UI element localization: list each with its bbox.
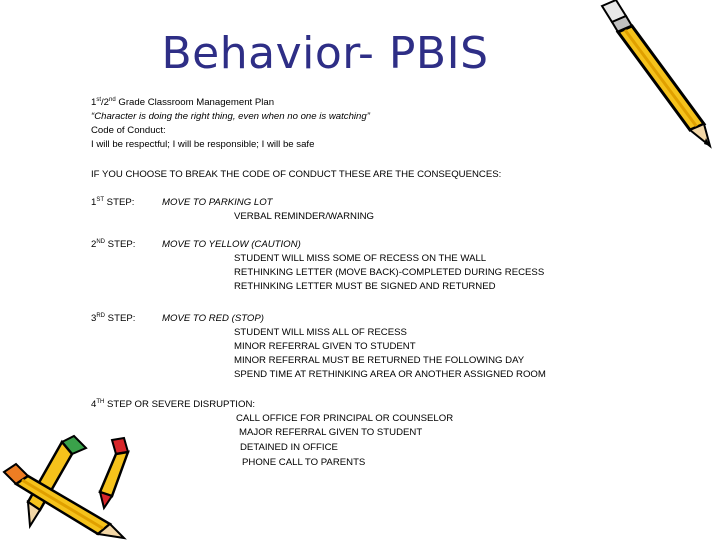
code-of-conduct-label: Code of Conduct: [91,125,166,136]
grade-1-suffix: st [96,97,102,103]
step-4-detail: CALL OFFICE FOR PRINCIPAL OR COUNSELOR [236,413,454,424]
step-1-suffix: ST [96,197,105,203]
step-4-word: STEP OR SEVERE DISRUPTION: [104,399,256,410]
step-2-number: 2 [91,239,97,250]
pencil-icon [592,0,720,150]
step-4-detail: PHONE CALL TO PARENTS [242,457,366,468]
crayons-icon [0,432,150,540]
step-3-suffix: RD [96,313,106,319]
step-3-word: STEP: [105,313,136,324]
step-1-number: 1 [91,197,97,208]
step-1-word: STEP: [104,197,135,208]
slide-title: Behavior- PBIS [161,28,489,79]
character-quote: “Character is doing the right thing, even when no one is watching” [91,111,370,122]
step-3-detail: MINOR REFERRAL MUST BE RETURNED THE FOLLOWING DAY [234,355,525,366]
step-4-detail: MAJOR REFERRAL GIVEN TO STUDENT [239,427,423,438]
step-3-action: MOVE TO RED (STOP) [162,313,264,324]
step-2-suffix: ND [96,239,106,245]
grade-2: /2 [101,97,110,108]
step-2-detail: RETHINKING LETTER (MOVE BACK)-COMPLETED DURING RECESS [234,267,545,278]
step-1-label [91,196,134,210]
step-2-word: STEP: [105,239,136,250]
step-1-action: MOVE TO PARKING LOT [162,197,273,208]
step-4-label [91,398,255,412]
step-2-detail: RETHINKING LETTER MUST BE SIGNED AND RETURNED [234,281,496,292]
plan-heading [91,96,274,110]
grade-2-suffix: nd [109,97,116,103]
step-4-detail: DETAINED IN OFFICE [240,442,338,453]
step-3-label [91,312,135,326]
code-of-conduct-text: I will be respectful; I will be responsible; I will be safe [91,139,315,150]
step-3-number: 3 [91,313,97,324]
consequences-intro: IF YOU CHOOSE TO BREAK THE CODE OF CONDUCT THESE ARE THE CONSEQUENCES: [91,169,502,180]
step-3-detail: SPEND TIME AT RETHINKING AREA OR ANOTHER ASSIGNED ROOM [234,369,546,380]
step-2-action: MOVE TO YELLOW (CAUTION) [162,239,301,250]
step-4-number: 4 [91,399,97,410]
grade-1: 1 [91,97,97,108]
step-2-label [91,238,135,252]
step-1-detail: VERBAL REMINDER/WARNING [234,211,375,222]
step-4-suffix: TH [96,399,105,405]
step-3-detail: MINOR REFERRAL GIVEN TO STUDENT [234,341,416,352]
step-2-detail: STUDENT WILL MISS SOME OF RECESS ON THE WALL [234,253,487,264]
plan-heading-text: Grade Classroom Management Plan [115,97,275,108]
step-3-detail: STUDENT WILL MISS ALL OF RECESS [234,327,407,338]
